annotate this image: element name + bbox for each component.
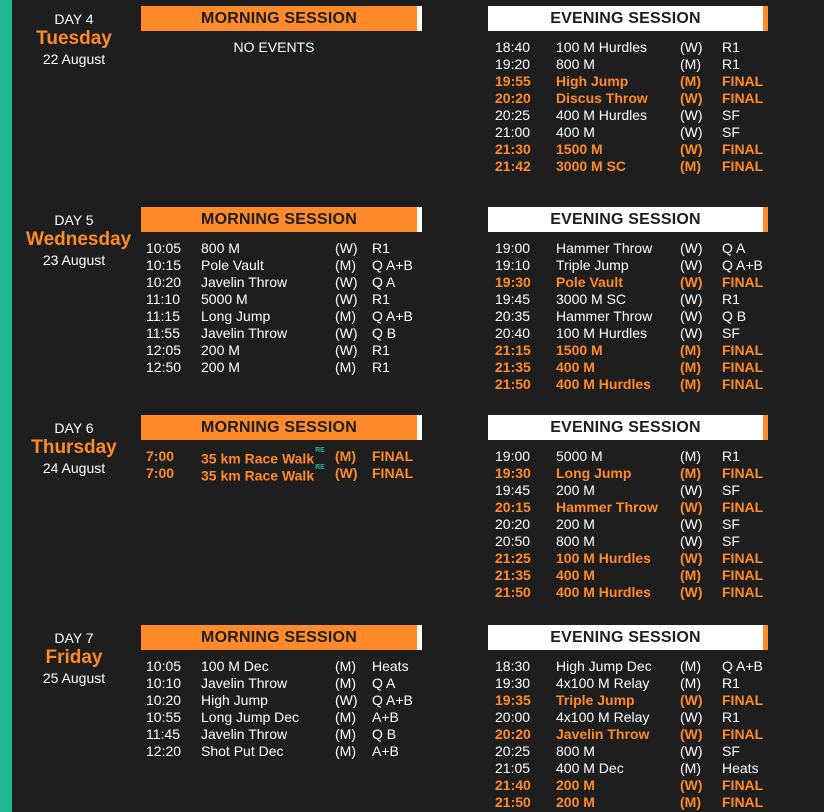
event-gender: (M) xyxy=(335,726,356,742)
event-name: 100 M Hurdles xyxy=(556,325,648,341)
event-gender: (W) xyxy=(680,533,703,549)
event-gender: (W) xyxy=(335,240,358,256)
event-time: 19:45 xyxy=(495,482,531,498)
event-name: 800 M xyxy=(556,533,595,549)
event-time: 20:15 xyxy=(495,499,531,515)
event-round: FINAL xyxy=(722,376,764,392)
event-time: 21:05 xyxy=(495,760,531,776)
event-round: FINAL xyxy=(722,499,764,515)
event-round: FINAL xyxy=(722,777,764,793)
event-time: 20:20 xyxy=(495,726,531,742)
event-name: 800 M xyxy=(201,240,240,256)
event-name: 200 M xyxy=(556,516,595,532)
event-gender: (W) xyxy=(680,726,703,742)
event-gender: (W) xyxy=(680,482,703,498)
day-number: DAY 6 xyxy=(54,420,94,436)
evening-session-header: EVENING SESSION xyxy=(488,415,768,440)
event-name: Long Jump Dec xyxy=(201,709,300,725)
event-round: FINAL xyxy=(722,567,764,583)
event-time: 21:15 xyxy=(495,342,531,358)
event-name: 35 km Race Walk$^{RE}$ xyxy=(201,447,325,467)
event-name: Pole Vault xyxy=(556,274,623,290)
event-round: FINAL xyxy=(722,692,764,708)
event-name: 200 M xyxy=(556,482,595,498)
event-time: 11:45 xyxy=(146,726,180,742)
event-gender: (W) xyxy=(335,342,358,358)
event-round: R1 xyxy=(722,709,740,725)
event-round: Q A+B xyxy=(722,257,763,273)
event-time: 20:20 xyxy=(495,516,531,532)
event-time: 12:05 xyxy=(146,342,182,358)
event-name: Discus Throw xyxy=(556,90,648,106)
event-name: Triple Jump xyxy=(556,692,635,708)
event-name: Javelin Throw xyxy=(201,325,288,341)
event-gender: (W) xyxy=(680,325,703,341)
event-round: Q B xyxy=(722,308,747,324)
event-time: 19:45 xyxy=(495,291,531,307)
event-name: 400 M Dec xyxy=(556,760,624,776)
event-time: 7:00 xyxy=(146,465,175,481)
event-round: FINAL xyxy=(722,141,764,157)
event-gender: (M) xyxy=(335,709,356,725)
event-round: SF xyxy=(722,516,740,532)
event-time: 21:35 xyxy=(495,359,531,375)
event-name: Pole Vault xyxy=(201,257,264,273)
event-round: Heats xyxy=(372,658,409,674)
event-gender: (W) xyxy=(680,743,703,759)
event-name: High Jump Dec xyxy=(556,658,652,674)
no-events-note: NO EVENTS xyxy=(233,39,315,55)
event-time: 21:50 xyxy=(495,794,531,810)
event-name: 35 km Race Walk$^{RE}$ xyxy=(201,464,325,484)
event-time: 21:30 xyxy=(495,141,531,157)
event-time: 10:05 xyxy=(146,240,182,256)
day-number: DAY 4 xyxy=(54,11,94,27)
event-gender: (W) xyxy=(680,308,703,324)
event-tag: RE xyxy=(315,464,325,471)
evening-session-header: EVENING SESSION xyxy=(488,207,768,232)
event-time: 11:15 xyxy=(146,308,180,324)
day-label xyxy=(26,10,122,68)
event-round: SF xyxy=(722,124,740,140)
event-round: FINAL xyxy=(722,726,764,742)
day-name: Wednesday xyxy=(26,229,132,250)
event-round: A+B xyxy=(372,743,399,759)
day-label xyxy=(26,629,122,687)
event-name: 3000 M SC xyxy=(556,291,627,307)
event-gender: (W) xyxy=(680,141,703,157)
event-time: 10:05 xyxy=(146,658,182,674)
event-name: 200 M xyxy=(201,342,240,358)
event-gender: (W) xyxy=(335,274,358,290)
event-time: 19:10 xyxy=(495,257,531,273)
event-time: 20:20 xyxy=(495,90,531,106)
event-round: R1 xyxy=(372,240,390,256)
event-round: FINAL xyxy=(372,465,414,481)
event-time: 20:35 xyxy=(495,308,531,324)
event-round: R1 xyxy=(722,291,740,307)
event-time: 10:15 xyxy=(146,257,182,273)
event-time: 20:40 xyxy=(495,325,531,341)
event-gender: (M) xyxy=(680,73,701,89)
event-name: 5000 M xyxy=(556,448,603,464)
event-name: 400 M Hurdles xyxy=(556,584,651,600)
event-gender: (W) xyxy=(335,692,358,708)
event-time: 18:30 xyxy=(495,658,531,674)
event-name: 400 M xyxy=(556,359,595,375)
event-gender: (W) xyxy=(680,584,703,600)
event-name: 400 M xyxy=(556,567,595,583)
side-accent-strip xyxy=(0,0,12,812)
event-time: 19:55 xyxy=(495,73,531,89)
event-round: SF xyxy=(722,482,740,498)
event-name: High Jump xyxy=(556,73,629,89)
evening-session-header: EVENING SESSION xyxy=(488,6,768,31)
event-name: 100 M Hurdles xyxy=(556,550,651,566)
event-gender: (W) xyxy=(335,291,358,307)
event-name: 4x100 M Relay xyxy=(556,709,650,725)
event-round: FINAL xyxy=(722,465,764,481)
event-gender: (W) xyxy=(680,777,703,793)
day-label xyxy=(26,211,132,269)
event-gender: (W) xyxy=(680,257,703,273)
event-time: 19:30 xyxy=(495,675,531,691)
event-gender: (M) xyxy=(680,158,701,174)
event-name: 200 M xyxy=(201,359,240,375)
event-round: FINAL xyxy=(722,550,764,566)
event-gender: (M) xyxy=(680,56,701,72)
event-name: 200 M xyxy=(556,794,595,810)
event-time: 20:50 xyxy=(495,533,531,549)
morning-session-header: MORNING SESSION xyxy=(141,415,422,440)
day-name: Friday xyxy=(45,647,103,668)
event-gender: (W) xyxy=(680,274,703,290)
event-time: 19:20 xyxy=(495,56,531,72)
event-round: Q A+B xyxy=(372,308,413,324)
event-name: Triple Jump xyxy=(556,257,629,273)
event-time: 20:25 xyxy=(495,107,531,123)
event-round: R1 xyxy=(722,675,740,691)
event-time: 21:40 xyxy=(495,777,531,793)
event-gender: (M) xyxy=(335,257,356,273)
event-round: FINAL xyxy=(722,342,764,358)
event-round: FINAL xyxy=(722,794,764,810)
event-round: FINAL xyxy=(722,274,764,290)
event-round: R1 xyxy=(722,448,740,464)
event-time: 12:50 xyxy=(146,359,182,375)
event-round: R1 xyxy=(372,342,390,358)
event-name: 100 M Hurdles xyxy=(556,39,648,55)
event-gender: (W) xyxy=(680,240,703,256)
event-round: SF xyxy=(722,743,740,759)
event-gender: (M) xyxy=(335,308,356,324)
event-gender: (W) xyxy=(680,692,703,708)
event-round: Q B xyxy=(372,726,397,742)
event-gender: (W) xyxy=(335,465,358,481)
event-name: 4x100 M Relay xyxy=(556,675,650,691)
event-name: 3000 M SC xyxy=(556,158,627,174)
evening-session-header: EVENING SESSION xyxy=(488,625,768,650)
event-time: 19:35 xyxy=(495,692,531,708)
event-gender: (W) xyxy=(680,499,703,515)
event-round: SF xyxy=(722,325,740,341)
event-round: SF xyxy=(722,107,740,123)
event-time: 21:00 xyxy=(495,124,531,140)
event-gender: (M) xyxy=(680,448,701,464)
event-round: Q A xyxy=(372,675,396,691)
event-round: Q A+B xyxy=(372,257,413,273)
event-name: 1500 M xyxy=(556,342,603,358)
morning-session-header: MORNING SESSION xyxy=(141,207,422,232)
event-time: 20:00 xyxy=(495,709,531,725)
event-time: 10:55 xyxy=(146,709,182,725)
event-round: SF xyxy=(722,533,740,549)
event-gender: (W) xyxy=(680,291,703,307)
event-name: 200 M xyxy=(556,777,595,793)
event-name: 1500 M xyxy=(556,141,603,157)
event-gender: (M) xyxy=(680,794,701,810)
event-round: R1 xyxy=(372,359,390,375)
event-gender: (M) xyxy=(680,359,701,375)
event-time: 7:00 xyxy=(146,448,175,464)
event-time: 19:00 xyxy=(495,240,531,256)
event-time: 19:00 xyxy=(495,448,531,464)
event-time: 21:25 xyxy=(495,550,531,566)
event-time: 19:30 xyxy=(495,465,531,481)
day-number: DAY 5 xyxy=(54,212,94,228)
event-name: 800 M xyxy=(556,743,595,759)
event-time: 12:20 xyxy=(146,743,182,759)
event-round: FINAL xyxy=(722,158,764,174)
event-gender: (W) xyxy=(680,516,703,532)
event-time: 21:42 xyxy=(495,158,531,174)
event-round: FINAL xyxy=(722,73,764,89)
event-time: 10:20 xyxy=(146,692,182,708)
event-round: R1 xyxy=(722,56,740,72)
event-round: FINAL xyxy=(372,448,414,464)
event-name: 400 M Hurdles xyxy=(556,107,648,123)
event-gender: (W) xyxy=(680,124,703,140)
event-time: 10:10 xyxy=(146,675,182,691)
event-gender: (M) xyxy=(335,675,356,691)
event-gender: (M) xyxy=(680,567,701,583)
morning-session-header: MORNING SESSION xyxy=(141,6,422,31)
event-gender: (M) xyxy=(680,342,701,358)
event-name: Shot Put Dec xyxy=(201,743,284,759)
day-date: 24 August xyxy=(42,460,106,476)
event-name: Long Jump xyxy=(201,308,271,324)
event-round: R1 xyxy=(372,291,390,307)
event-round: FINAL xyxy=(722,90,764,106)
event-name: Long Jump xyxy=(556,465,632,481)
event-round: Q A xyxy=(372,274,396,290)
day-date: 23 August xyxy=(42,252,106,268)
event-name: Hammer Throw xyxy=(556,240,653,256)
event-round: Heats xyxy=(722,760,759,776)
event-name: 100 M Dec xyxy=(201,658,269,674)
event-round: Q B xyxy=(372,325,397,341)
event-name: Javelin Throw xyxy=(201,274,288,290)
event-time: 11:10 xyxy=(146,291,180,307)
day-number: DAY 7 xyxy=(54,630,94,646)
event-time: 19:30 xyxy=(495,274,531,290)
event-gender: (W) xyxy=(680,90,703,106)
event-gender: (M) xyxy=(335,448,356,464)
event-gender: (M) xyxy=(680,465,701,481)
event-name: Javelin Throw xyxy=(201,675,288,691)
event-name: Javelin Throw xyxy=(556,726,650,742)
event-gender: (M) xyxy=(680,658,701,674)
event-gender: (W) xyxy=(680,39,703,55)
event-time: 21:50 xyxy=(495,584,531,600)
event-time: 18:40 xyxy=(495,39,531,55)
event-time: 21:35 xyxy=(495,567,531,583)
event-round: A+B xyxy=(372,709,399,725)
event-name: High Jump xyxy=(201,692,268,708)
day-name: Thursday xyxy=(31,437,117,458)
event-gender: (M) xyxy=(680,760,701,776)
event-gender: (M) xyxy=(335,658,356,674)
event-gender: (W) xyxy=(680,709,703,725)
event-name: Hammer Throw xyxy=(556,308,653,324)
event-gender: (W) xyxy=(680,550,703,566)
event-gender: (W) xyxy=(335,325,358,341)
event-name: Hammer Throw xyxy=(556,499,658,515)
event-round: FINAL xyxy=(722,584,764,600)
event-name: 800 M xyxy=(556,56,595,72)
event-time: 21:50 xyxy=(495,376,531,392)
event-name: Javelin Throw xyxy=(201,726,288,742)
day-label xyxy=(26,419,122,477)
day-date: 25 August xyxy=(42,670,106,686)
day-date: 22 August xyxy=(42,51,106,67)
event-round: R1 xyxy=(722,39,740,55)
event-time: 10:20 xyxy=(146,274,182,290)
event-name: 400 M xyxy=(556,124,595,140)
event-name: 5000 M xyxy=(201,291,248,307)
day-name: Tuesday xyxy=(36,28,112,49)
event-tag: RE xyxy=(315,447,325,454)
morning-session-header: MORNING SESSION xyxy=(141,625,422,650)
event-gender: (M) xyxy=(335,743,356,759)
event-time: 20:25 xyxy=(495,743,531,759)
event-round: Q A+B xyxy=(722,658,763,674)
event-round: Q A+B xyxy=(372,692,413,708)
event-gender: (W) xyxy=(680,107,703,123)
event-gender: (M) xyxy=(335,359,356,375)
event-gender: (M) xyxy=(680,675,701,691)
event-time: 11:55 xyxy=(146,325,180,341)
event-gender: (M) xyxy=(680,376,701,392)
event-name: 400 M Hurdles xyxy=(556,376,651,392)
event-round: FINAL xyxy=(722,359,764,375)
event-round: Q A xyxy=(722,240,746,256)
